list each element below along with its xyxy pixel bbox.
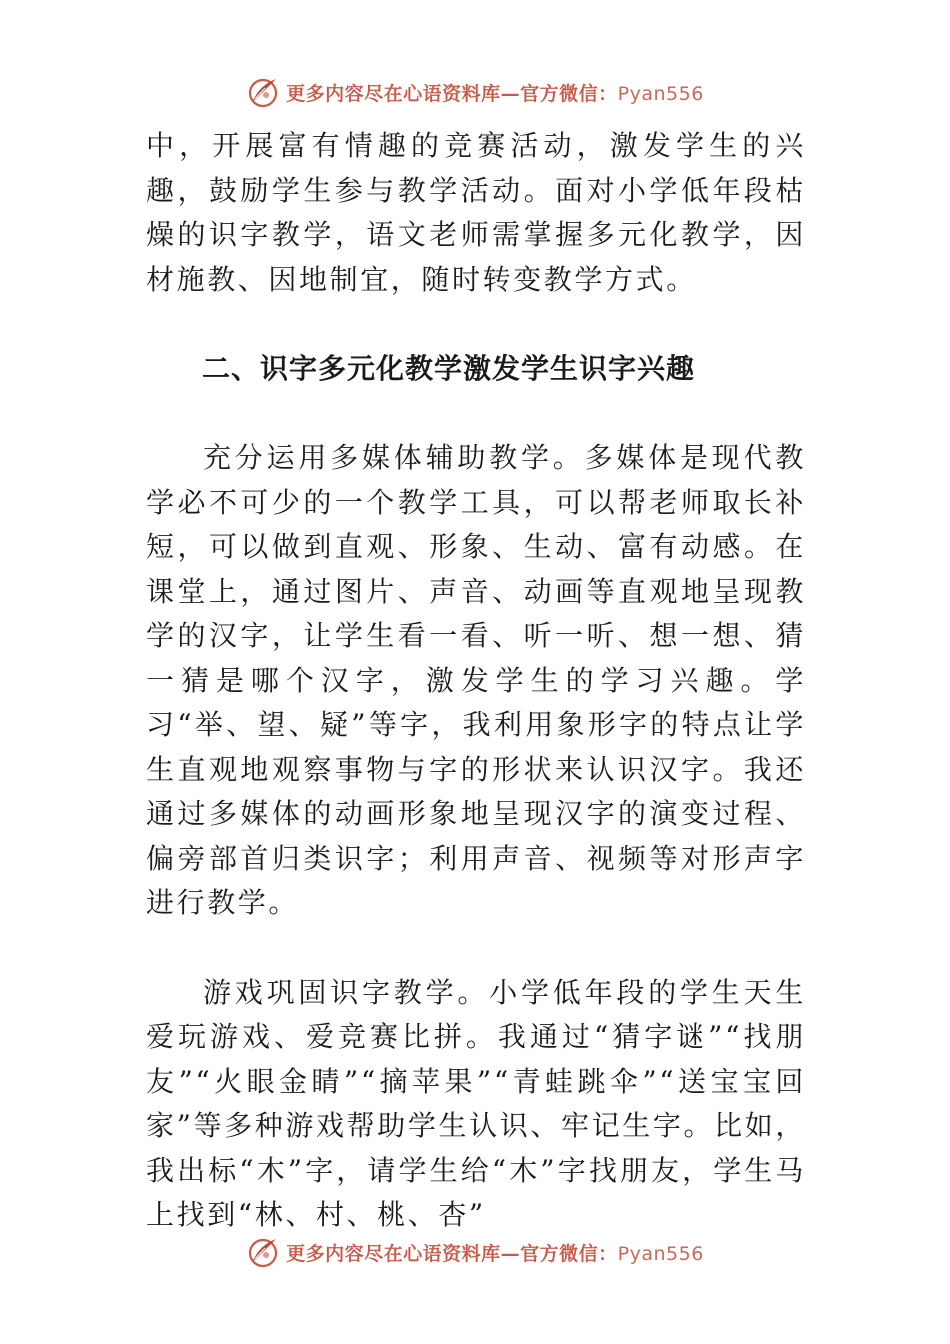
- footer-banner: [0, 1232, 950, 1272]
- header-wechat-id: Pyan556: [617, 82, 704, 105]
- paragraph-continued: 中，开展富有情趣的竞赛活动，激发学生的兴趣，鼓励学生参与教学活动。面对小学低年段枯燥的识字教学，语文老师需掌握多元化教学，因材施教、因地制宜，随时转变教学方式。: [146, 129, 806, 296]
- paragraph-multimedia: 充分运用多媒体辅助教学。多媒体是现代教学必不可少的一个教学工具，可以帮老师取长补短，可以做到直观、形象、生动、富有动感。在课堂上，通过图片、声音、动画等直观地呈现教学的汉字，让学生看一看、听一听、想一想、猜一猜是哪个汉字，激发学生的学习兴趣。学习“举、望、疑”等字，我利用象形字的特点让学生直观地观察事物与字的形状来认识汉字。我还通过多媒体的动画形象地呈现汉字的演变过程、偏旁部首归类识字；利用声音、视频等对形声字进行教学。: [146, 441, 806, 919]
- paragraph-games: 游戏巩固识字教学。小学低年段的学生天生爱玩游戏、爱竞赛比拼。我通过“猜字谜”“找朋友”“火眼金睛”“摘苹果”“青蛙跳伞”“送宝宝回家”等多种游戏帮助学生认识、牢记生字。比如，我出标“木”字，请学生给“木”字找朋友，学生马上找到“林、村、桃、杏”: [146, 975, 806, 1231]
- header-banner: [0, 72, 950, 112]
- footer-wechat-id: Pyan556: [617, 1242, 704, 1265]
- footer-banner-text: 更多内容尽在心语资料库—官方微信：Pyan556: [286, 1242, 704, 1265]
- header-banner-text: 更多内容尽在心语资料库—官方微信：Pyan556: [286, 82, 704, 105]
- quill-logo-icon: [246, 75, 280, 109]
- document-body: [146, 124, 806, 1238]
- section-heading: 二、识字多元化教学激发学生识字兴趣: [202, 352, 696, 385]
- quill-logo-icon: [246, 1235, 280, 1269]
